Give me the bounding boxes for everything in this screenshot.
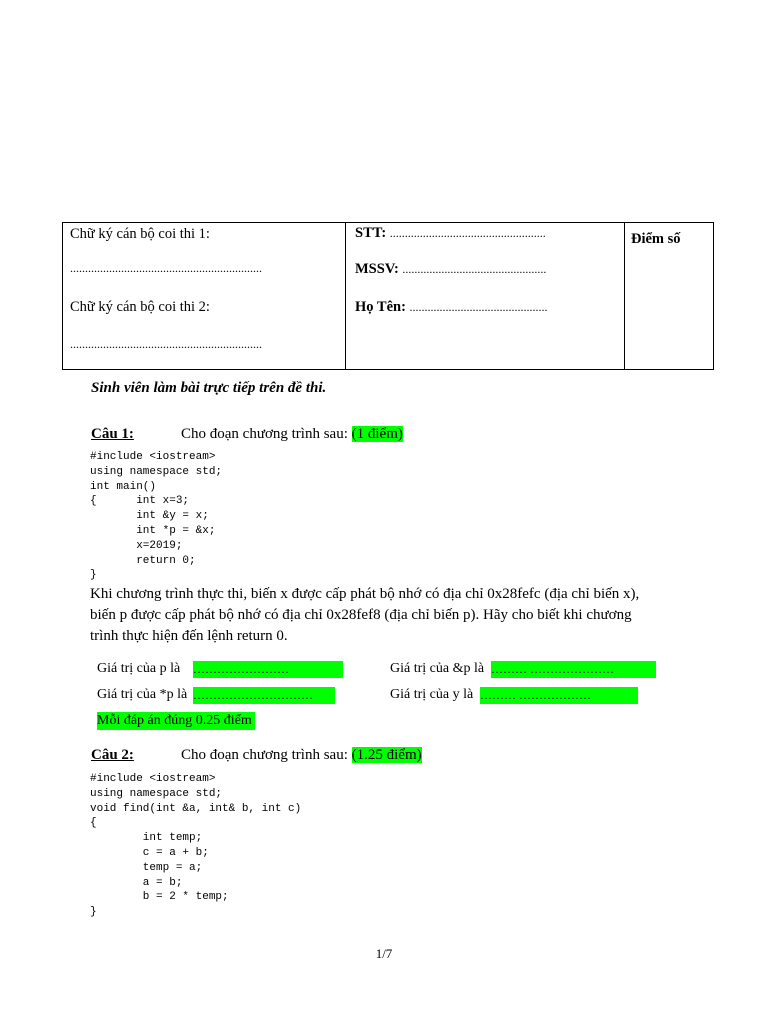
question-2-code xyxy=(90,772,301,920)
description-line: Khi chương trình thực thi, biến x được cấp phát bộ nhớ có địa chỉ 0x28fefc (địa chỉ biến x), xyxy=(90,586,640,602)
question-1-code xyxy=(90,450,222,583)
answer-deref-p-label: Giá trị của *p là xyxy=(97,687,188,702)
stt-label: STT: xyxy=(355,225,387,241)
name-line: .............................................. xyxy=(409,300,548,314)
answer-p-blank[interactable]: …………………… xyxy=(193,661,343,678)
score-label: Điểm số xyxy=(631,231,681,247)
signature-2-label: Chữ ký cán bộ coi thi 2: xyxy=(70,299,210,315)
code-line: using namespace std; xyxy=(90,465,223,478)
question-1-prompt-text: Cho đoạn chương trình sau: xyxy=(181,426,348,442)
question-1-points: (1 điểm) xyxy=(351,426,403,442)
code-line: int &y = x; xyxy=(90,510,209,523)
answer-y-label: Giá trị của y là xyxy=(390,687,474,702)
score-note: Mỗi đáp án đúng 0.25 điểm xyxy=(97,712,255,730)
code-line: temp = a; xyxy=(90,861,203,874)
stt-line: .................................................... xyxy=(389,226,546,240)
question-2-points: (1.25 điểm) xyxy=(351,747,422,763)
code-line: #include <iostream> xyxy=(90,451,216,463)
question-1-description xyxy=(90,584,690,647)
stt-field xyxy=(355,225,546,242)
signature-1-line: ................................................................ xyxy=(70,261,262,275)
signature-2-line: ................................................................ xyxy=(70,337,262,351)
code-line: int main() xyxy=(90,480,157,493)
question-2-prompt-text: Cho đoạn chương trình sau: xyxy=(181,747,348,763)
mssv-label: MSSV: xyxy=(355,261,399,277)
code-line: void find(int &a, int& b, int c) xyxy=(90,802,302,815)
name-label: Họ Tên: xyxy=(355,299,406,315)
answer-y-blank[interactable]: ……… ……………… xyxy=(480,687,638,704)
mssv-line: ................................................ xyxy=(402,262,547,276)
page-number: 1/7 xyxy=(375,946,393,961)
code-line: x=2019; xyxy=(90,539,183,552)
table-divider xyxy=(345,223,346,369)
question-1-title: Câu 1: xyxy=(91,426,134,442)
name-field xyxy=(355,299,548,316)
description-line: biến p được cấp phát bộ nhớ có địa chỉ 0x28fef8 (địa chỉ biến p). Hãy cho biết khi chương xyxy=(90,607,632,623)
code-line: a = b; xyxy=(90,876,183,889)
answer-address-p-blank[interactable]: ……… ………………… xyxy=(491,661,656,678)
signature-1-label: Chữ ký cán bộ coi thi 1: xyxy=(70,226,210,242)
question-2-title: Câu 2: xyxy=(91,747,134,763)
instruction-text: Sinh viên làm bài trực tiếp trên đề thi. xyxy=(91,380,327,396)
code-line: { int x=3; xyxy=(90,495,190,508)
code-line: int temp; xyxy=(90,832,203,845)
exam-header-table xyxy=(62,222,714,370)
table-divider xyxy=(624,223,625,369)
code-line: } xyxy=(90,906,97,919)
answer-address-p-label: Giá trị của &p là xyxy=(390,661,485,676)
question-2-prompt xyxy=(181,747,422,764)
question-1-prompt xyxy=(181,426,403,443)
code-line: { xyxy=(90,817,97,830)
code-line: c = a + b; xyxy=(90,846,209,859)
code-line: int *p = &x; xyxy=(90,524,216,537)
code-line: } xyxy=(90,569,97,582)
code-line: b = 2 * temp; xyxy=(90,891,229,904)
code-line: return 0; xyxy=(90,554,196,567)
mssv-field xyxy=(355,261,546,278)
answer-p-label: Giá trị của p là xyxy=(97,661,181,676)
answer-deref-p-blank[interactable]: ………………………… xyxy=(193,687,335,704)
code-line: #include <iostream> xyxy=(90,773,216,785)
description-line: trình thực hiện đến lệnh return 0. xyxy=(90,628,288,644)
code-line: using namespace std; xyxy=(90,787,223,800)
